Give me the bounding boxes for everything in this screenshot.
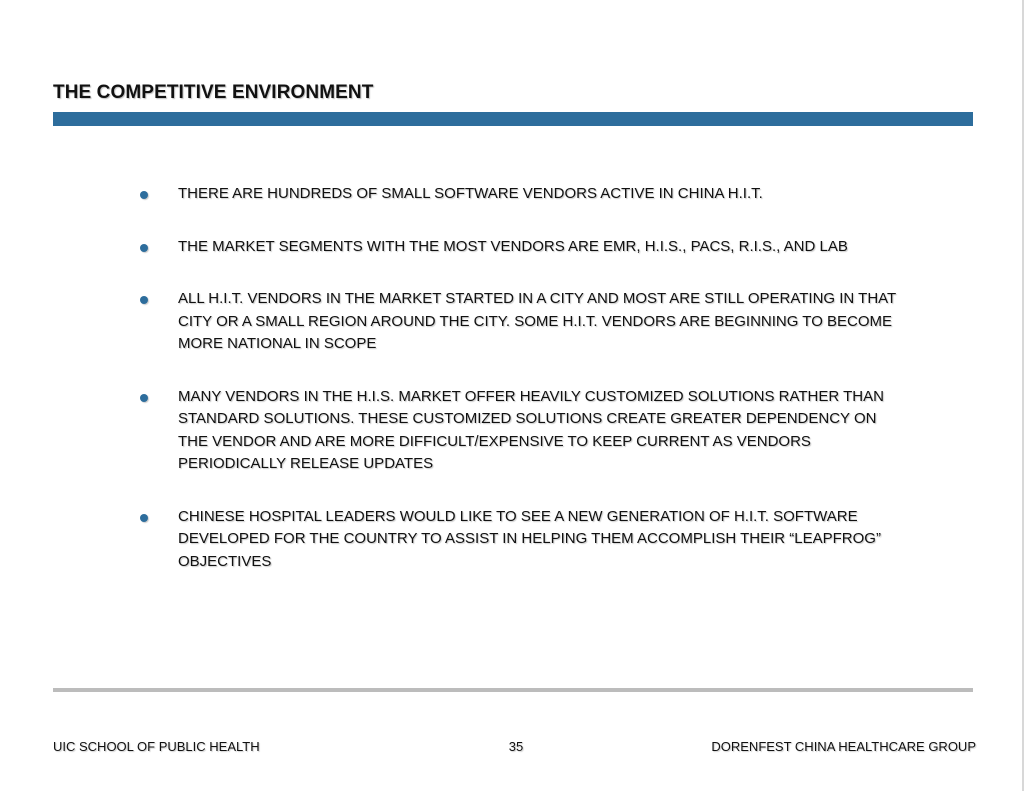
bullet-dot-icon [140,191,148,199]
bullet-item [138,183,898,206]
footer-organization: UIC SCHOOL OF PUBLIC HEALTH [53,739,260,754]
bullet-text: ALL H.I.T. VENDORS IN THE MARKET STARTED IN A CITY AND MOST ARE STILL OPERATING IN THAT CITY OR A SMALL REGION AROUND THE CITY. SOME H.I.T. VENDORS ARE BEGINNING TO BECOME MORE NATIONAL IN SCOPE [178,290,896,352]
slide-title: THE COMPETITIVE ENVIRONMENT [53,82,374,103]
bullet-text: THERE ARE HUNDREDS OF SMALL SOFTWARE VENDORS ACTIVE IN CHINA H.I.T. [178,185,763,202]
footer-divider [53,688,973,692]
bullet-text: CHINESE HOSPITAL LEADERS WOULD LIKE TO SEE A NEW GENERATION OF H.I.T. SOFTWARE DEVELOPED FOR THE COUNTRY TO ASSIST IN HELPING THEM ACCOMPLISH THEIR “LEAPFROG” OBJECTIVES [178,507,881,570]
bullet-item [138,386,898,476]
page-number: 35 [508,739,524,754]
footer-company: DORENFEST CHINA HEALTHCARE GROUP [711,739,976,754]
bullet-item [138,236,898,259]
bullet-dot-icon [140,394,148,402]
bullet-dot-icon [140,514,148,522]
bullet-item [138,288,898,356]
bullet-item [138,506,898,574]
bullet-text: MANY VENDORS IN THE H.I.S. MARKET OFFER HEAVILY CUSTOMIZED SOLUTIONS RATHER THAN STANDARD SOLUTIONS. THESE CUSTOMIZED SOLUTIONS CREATE GREATER DEPENDENCY ON THE VENDOR AND ARE MORE DIFFICULT/EXPENSIVE TO KEEP CURRENT AS VENDORS PERIODICALLY RELEASE UPDATES [178,387,884,472]
bullet-list [138,183,898,573]
bullet-dot-icon [140,244,148,252]
bullet-dot-icon [140,296,148,304]
title-accent-bar [53,112,973,126]
bullet-text: THE MARKET SEGMENTS WITH THE MOST VENDORS ARE EMR, H.I.S., PACS, R.I.S., AND LAB [178,237,848,255]
